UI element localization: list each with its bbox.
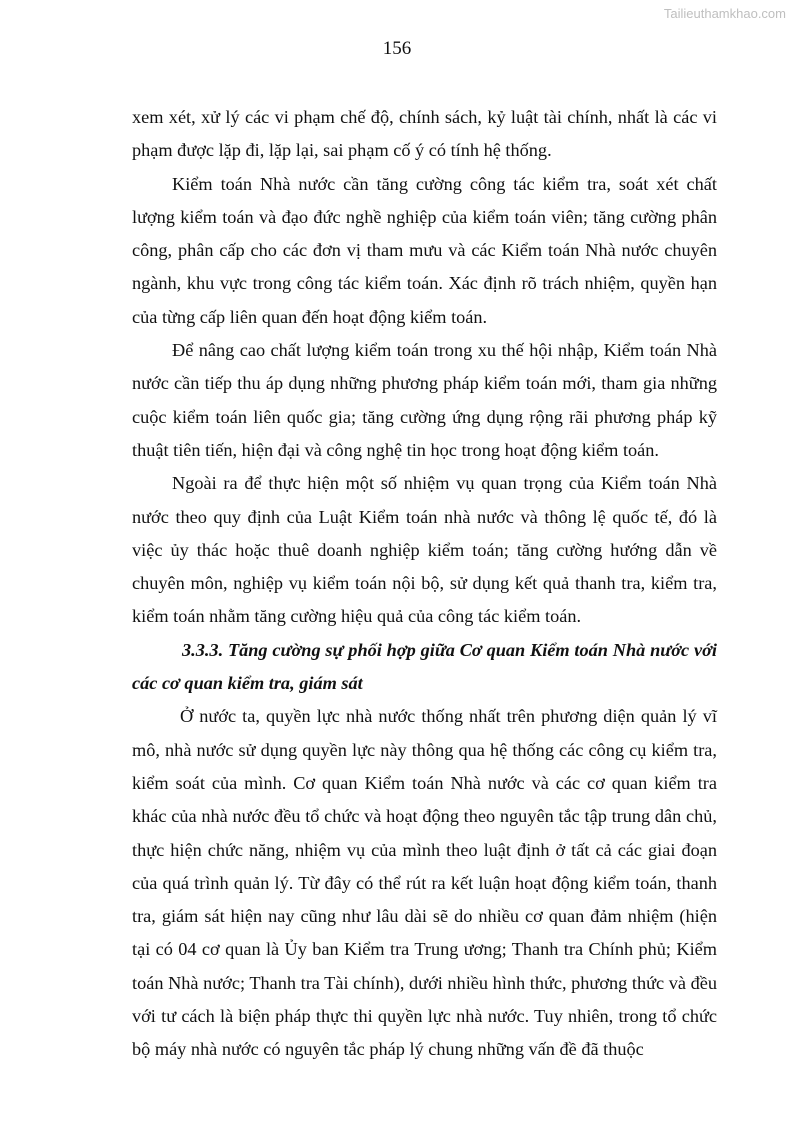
paragraph-audit-quality: Kiểm toán Nhà nước cần tăng cường công tác kiểm tra, soát xét chất lượng kiểm toán và đạo đức nghề nghiệp của kiểm toán viên; tăng cường phân công, phân cấp cho các đơn vị tham mưu và các Kiểm toán Nhà nước chuyên ngành, khu vực trong công tác kiểm toán. Xác định rõ trách nhiệm, quyền hạn của từng cấp liên quan đến hoạt động kiểm toán.	[132, 173, 717, 327]
paragraph-other-tasks: Ngoài ra để thực hiện một số nhiệm vụ quan trọng của Kiểm toán Nhà nước theo quy định của Luật Kiểm toán nhà nước và thông lệ quốc tế, đó là việc ủy thác hoặc thuê doanh nghiệp kiểm toán; tăng cường hướng dẫn về chuyên môn, nghiệp vụ kiểm toán nội bộ, sử dụng kết quả thanh tra, kiểm tra, kiểm toán nhằm tăng cường hiệu quả của công tác kiểm toán.	[132, 473, 717, 627]
paragraph-continuation: xem xét, xử lý các vi phạm chế độ, chính sách, kỷ luật tài chính, nhất là các vi phạm được lặp đi, lặp lại, sai phạm cố ý có tính hệ thống.	[132, 107, 717, 161]
page-body	[132, 101, 717, 1067]
section-heading: 3.3.3. Tăng cường sự phối hợp giữa Cơ quan Kiểm toán Nhà nước với các cơ quan kiểm tra, giám sát	[132, 639, 717, 694]
paragraph-integration: Để nâng cao chất lượng kiểm toán trong xu thế hội nhập, Kiểm toán Nhà nước cần tiếp thu áp dụng những phương pháp kiểm toán mới, tham gia những cuộc kiểm toán liên quốc gia; tăng cường ứng dụng rộng rãi phương pháp kỹ thuật tiên tiến, hiện đại và công nghệ tin học trong hoạt động kiểm toán.	[132, 340, 717, 460]
section-paragraph: Ở nước ta, quyền lực nhà nước thống nhất trên phương diện quản lý vĩ mô, nhà nước sử dụng quyền lực này thông qua hệ thống các công cụ kiểm tra, kiểm soát của mình. Cơ quan Kiểm toán Nhà nước và các cơ quan kiểm tra khác của nhà nước đều tổ chức và hoạt động theo nguyên tắc tập trung dân chủ, thực hiện chức năng, nhiệm vụ của mình theo luật định ở tất cả các giai đoạn của quá trình quản lý. Từ đây có thể rút ra kết luận hoạt động kiểm toán, thanh tra, giám sát hiện nay cũng như lâu dài sẽ do nhiều cơ quan đảm nhiệm (hiện tại có 04 cơ quan là Ủy ban Kiểm tra Trung ương; Thanh tra Chính phủ; Kiểm toán Nhà nước; Thanh tra Tài chính), dưới nhiều hình thức, phương thức và đều với tư cách là biện pháp thực thi quyền lực nhà nước. Tuy nhiên, trong tổ chức bộ máy nhà nước có nguyên tắc pháp lý chung những vấn đề đã thuộc	[132, 706, 717, 1060]
watermark: Tailieuthamkhao.com	[663, 6, 786, 21]
page-number: 156	[382, 38, 412, 59]
